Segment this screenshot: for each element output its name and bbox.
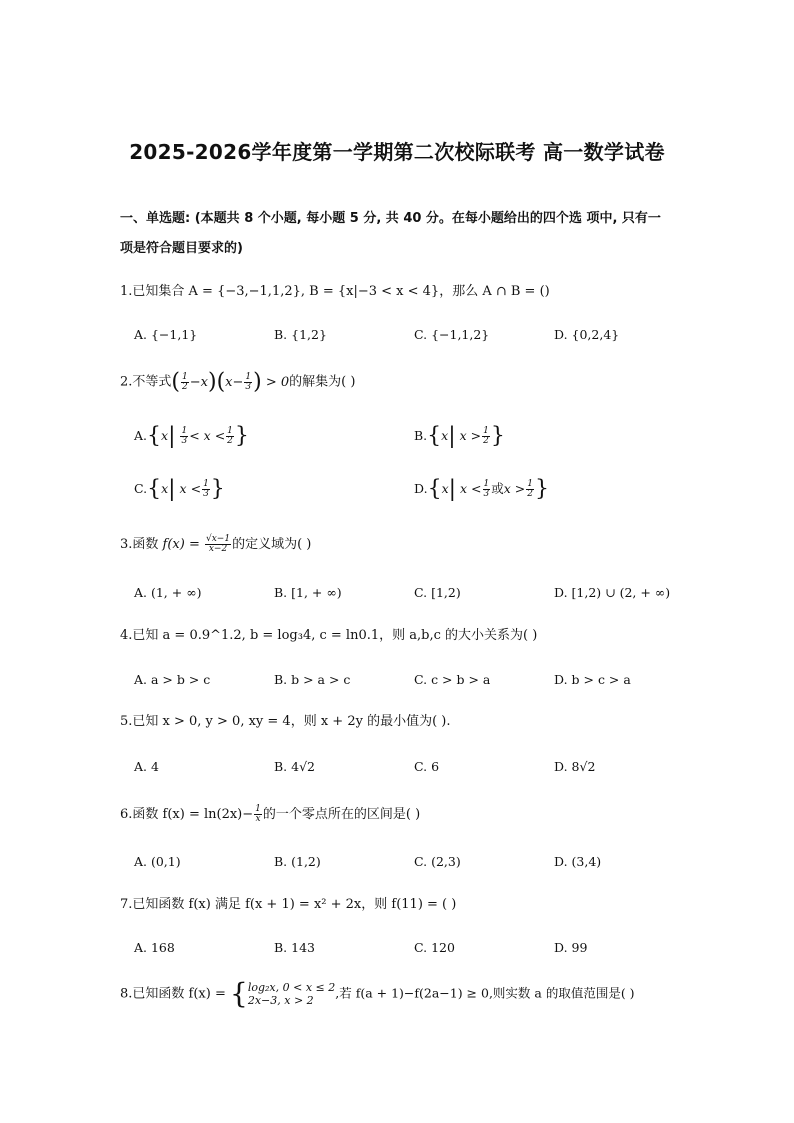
question-3-stem-prefix: 3.函数 [120, 537, 159, 552]
question-2-stem-suffix: 的解集为( ) [289, 374, 356, 390]
question-4-stem: 4.已知 a = 0.9^1.2, b = log₃4, c = ln0.1，则 a,b,c 的大小关系为( ) [120, 628, 538, 643]
question-2-option-d: D.{x| x < $\frac{1}{3}$ 或x > $\frac{1}{2}$ } [414, 476, 550, 502]
question-6-stem-prefix: 6.函数 f(x) = ln(2x)− [120, 807, 254, 822]
question-6-option-d: D. (3,4) [554, 854, 602, 869]
question-2-stem [120, 369, 690, 394]
option-letter: A. [134, 428, 148, 443]
section-header [120, 204, 680, 264]
question-3-option-d: D. [1,2) ∪ (2, + ∞) [554, 585, 671, 600]
question-7-option-a: A. 168 [134, 940, 175, 955]
question-4-option-d: D. b > c > a [554, 672, 631, 687]
question-3-function: f(x) = $\frac{√x-1}{x-2}$ [158, 534, 231, 554]
question-8-stem-prefix: 8.已知函数 f(x) = [120, 986, 226, 1002]
question-5-option-d: D. 8√2 [554, 759, 596, 774]
question-5-option-b: B. 4√2 [274, 759, 316, 774]
exam-title: 2025-2026学年度第一学期第二次校际联考 高一数学试卷 [129, 140, 665, 164]
option-letter: D. [414, 481, 428, 496]
question-3-stem [120, 535, 690, 555]
question-8-stem [120, 977, 690, 1010]
question-1-stem: 1.已知集合 A = {−3,−1,1,2}, B = {x|−3 < x < 4}，那么 A ∩ B = () [120, 284, 550, 299]
piece-line-2: 2x−3, x > 2 [247, 994, 314, 1007]
question-2-inequality: ( $\frac{1}{2}$ −x)(x− $\frac{1}{3}$ ) > 0 [171, 369, 290, 394]
section-instructions-line2: 项是符合题目要求的) [120, 241, 243, 256]
question-5-option-a: A. 4 [134, 759, 159, 774]
question-7-option-b: B. 143 [274, 940, 315, 955]
question-1-option-b: B. {1,2} [274, 327, 327, 342]
question-3-stem-suffix: 的定义域为( ) [232, 537, 312, 552]
question-3-option-c: C. [1,2) [414, 585, 461, 600]
piece-line-1: log₂x, 0 < x ≤ 2 [247, 981, 336, 994]
question-1-option-c: C. {−1,1,2} [414, 327, 490, 342]
question-2-option-c: C.{x| x < $\frac{1}{3}$ } [134, 476, 225, 502]
question-6-option-c: C. (2,3) [414, 854, 461, 869]
question-3-option-a: A. (1, + ∞) [134, 585, 202, 600]
question-7-stem: 7.已知函数 f(x) 满足 f(x + 1) = x² + 2x，则 f(11) = ( ) [120, 897, 457, 912]
question-1-option-d: D. {0,2,4} [554, 327, 620, 342]
question-2-option-b: B.{x| x > $\frac{1}{2}$ } [414, 423, 505, 449]
option-letter: B. [414, 428, 428, 443]
question-3-option-b: B. [1, + ∞) [274, 585, 342, 600]
question-8-stem-suffix: ,若 f(a + 1)−f(2a−1) ≥ 0,则实数 a 的取值范围是( ) [335, 985, 635, 1001]
question-8-piecewise: { log₂x, 0 < x ≤ 2 2x−3, x > 2 [230, 977, 336, 1010]
question-4-option-c: C. c > b > a [414, 672, 491, 687]
question-5-stem: 5.已知 x > 0, y > 0, xy = 4，则 x + 2y 的最小值为( ). [120, 714, 451, 729]
question-6-option-a: A. (0,1) [134, 854, 181, 869]
question-4-option-b: B. b > a > c [274, 672, 351, 687]
section-instructions-line1: 一、单选题: (本题共 8 个小题, 每小题 5 分, 共 40 分。在每小题给出的四个选 项中, 只有一 [120, 211, 661, 226]
question-6-stem: 6.函数 f(x) = ln(2x)− $\frac{1}{x}$ 的一个零点所在的区间是( ) [120, 804, 421, 824]
question-7-option-c: C. 120 [414, 940, 455, 955]
question-6-stem-suffix: 的一个零点所在的区间是( ) [262, 807, 421, 822]
question-7-option-d: D. 99 [554, 940, 588, 955]
option-letter: C. [134, 481, 148, 496]
question-4-option-a: A. a > b > c [134, 672, 211, 687]
question-5-option-c: C. 6 [414, 759, 440, 774]
question-1-option-a: A. {−1,1} [134, 327, 198, 342]
question-6-option-b: B. (1,2) [274, 854, 321, 869]
question-2-option-a: A.{x| $\frac{1}{3}$ < x < $\frac{1}{2}$ } [134, 423, 249, 449]
question-2-stem-prefix: 2.不等式 [120, 374, 172, 390]
